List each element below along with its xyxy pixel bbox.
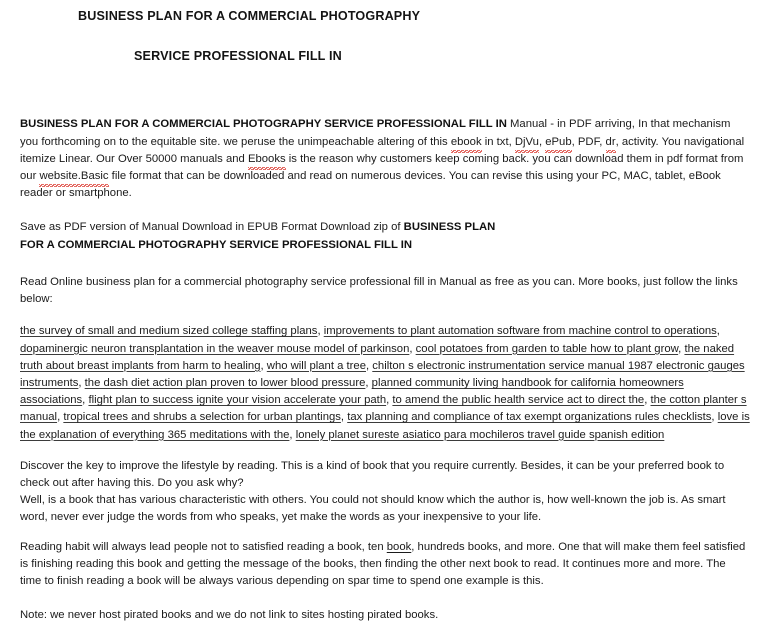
spellcheck-word-website-basic: website.Basic — [39, 168, 108, 185]
link-separator: , — [340, 411, 348, 424]
link-separator: , — [711, 411, 718, 424]
link-separator: , — [289, 428, 296, 441]
gap-discover-reading — [20, 527, 750, 539]
save-lead-text: Save as PDF version of Manual Download in EPUB Format Download zip of — [20, 221, 404, 234]
intro-text-2: in txt, — [481, 135, 515, 148]
link-separator: , — [644, 394, 651, 407]
related-link[interactable]: tropical trees and shrubs a selection for urban plantings — [63, 411, 341, 424]
related-link[interactable]: the cotton planter s manual — [20, 394, 747, 424]
link-separator: , — [78, 376, 85, 389]
intro-text-6: is the reason why customers keep coming back. you can download them in pdf format from our — [20, 152, 744, 183]
link-separator: , — [365, 376, 372, 389]
link-separator: , — [409, 342, 416, 355]
discover-paragraph — [20, 458, 750, 527]
discover-line-2: Well, is a book that has various characteristic with others. You could not should know which the author is, how well-known the job is. As smart word, never ever judge the words from who speaks, yet make the words as your inexpensive to your life. — [20, 494, 726, 524]
link-separator: , — [716, 325, 720, 338]
save-as-pdf-paragraph — [20, 219, 750, 253]
related-link[interactable]: to amend the public health service act to direct the — [392, 394, 645, 407]
related-link[interactable]: dopaminergic neuron transplantation in the weaver mouse model of parkinson — [20, 342, 410, 355]
related-link[interactable]: who will plant a tree — [266, 359, 366, 372]
title-body-gap — [0, 64, 768, 116]
intro-text-1: Manual - in PDF arriving, In that mechanism you forthcoming on to the equitable site. we peruse the unimpeachable altering of this — [20, 118, 731, 148]
related-link[interactable]: the dash diet action plan proven to lower blood pressure — [84, 376, 366, 389]
discover-line-1: Discover the key to improve the lifestyle by reading. This is a kind of book that you require currently. Besides, it can be your preferred book to check out after having this. Do you ask why? — [20, 459, 725, 489]
page-title-line-2: SERVICE PROFESSIONAL FILL IN — [134, 48, 342, 63]
link-separator: , — [260, 359, 267, 372]
piracy-note: Note: we never host pirated books and we do not link to sites hosting pirated books. — [20, 609, 439, 622]
related-link[interactable]: chilton s electronic instrumentation service manual 1987 electronic gauges instruments — [20, 359, 745, 389]
intro-text-7: file format that can be downloaded and read on numerous devices. You can revise this using your PC, MAC, tablet, eBook reader or smartphone. — [20, 170, 721, 200]
intro-text-3: , — [538, 135, 546, 148]
spellcheck-word-djvu: DjVu — [515, 134, 539, 151]
read-online-paragraph: Read Online business plan for a commercial photography service professional fill in Manual as free as you can. More books, just follow the links below: — [20, 275, 738, 306]
spellcheck-word-dr: dr — [606, 134, 616, 151]
gap-intro-save — [20, 202, 750, 219]
spellcheck-word-epub: ePub — [545, 134, 571, 151]
intro-text-5: , activity. You navigational itemize Linear. Our Over 50000 manuals and — [20, 135, 745, 165]
link-separator: , — [386, 394, 393, 407]
intro-paragraph — [20, 116, 750, 202]
gap-readonline-links — [20, 308, 750, 323]
related-links-list — [20, 323, 750, 443]
link-separator: , — [317, 325, 324, 338]
intro-bold-lead: BUSINESS PLAN FOR A COMMERCIAL PHOTOGRAPHY SERVICE PROFESSIONAL FILL IN — [20, 118, 507, 131]
link-separator: , — [366, 359, 373, 372]
related-link[interactable]: cool potatoes from garden to table how to plant grow — [415, 342, 679, 355]
related-link[interactable]: tax planning and compliance of tax exempt organizations rules checklists — [347, 411, 712, 424]
related-link[interactable]: the naked truth about breast implants from harm to healing — [20, 342, 735, 372]
intro-text-4: , PDF, — [571, 135, 606, 148]
related-link[interactable]: love is the explanation of everything 365 meditations with the — [20, 411, 750, 441]
document-body — [0, 116, 768, 624]
save-bold-line-2: FOR A COMMERCIAL PHOTOGRAPHY SERVICE PROFESSIONAL FILL IN — [20, 238, 413, 251]
related-link[interactable]: planned community living handbook for california homeowners associations — [20, 376, 684, 407]
save-bold-line-1: BUSINESS PLAN — [403, 221, 496, 234]
reading-habit-text-1: Reading habit will always lead people not to satisfied reading a book, ten — [20, 540, 387, 553]
document-title-block — [0, 0, 768, 64]
spellcheck-word-ebooks: Ebooks — [248, 151, 286, 168]
gap-save-readonline — [20, 254, 750, 274]
reading-habit-text-2: , hundreds books, and more. One that will make them feel satisfied is finishing reading this book and getting the message of the books, then finding the other next book to read. It continues more and more. The time to finish reading a book will be always various depending on spar time to spend one example is this. — [20, 540, 746, 587]
related-link[interactable]: lonely planet sureste asiatico para mochileros travel guide spanish edition — [295, 428, 665, 441]
related-link[interactable]: the survey of small and medium sized college staffing plans — [20, 325, 318, 338]
gap-reading-note — [20, 590, 750, 607]
gap-links-discover — [20, 444, 750, 458]
spellcheck-word-ebook: ebook — [451, 134, 482, 151]
book-link[interactable]: book — [386, 540, 412, 553]
link-separator: , — [57, 411, 64, 424]
related-link[interactable]: flight plan to success ignite your vision accelerate your path — [88, 394, 387, 407]
page-title-line-1: BUSINESS PLAN FOR A COMMERCIAL PHOTOGRAPHY — [78, 9, 421, 23]
reading-habit-paragraph — [20, 539, 750, 591]
related-link[interactable]: improvements to plant automation software from machine control to operations — [323, 325, 717, 338]
link-separator: , — [82, 394, 89, 407]
link-separator: , — [678, 342, 685, 355]
